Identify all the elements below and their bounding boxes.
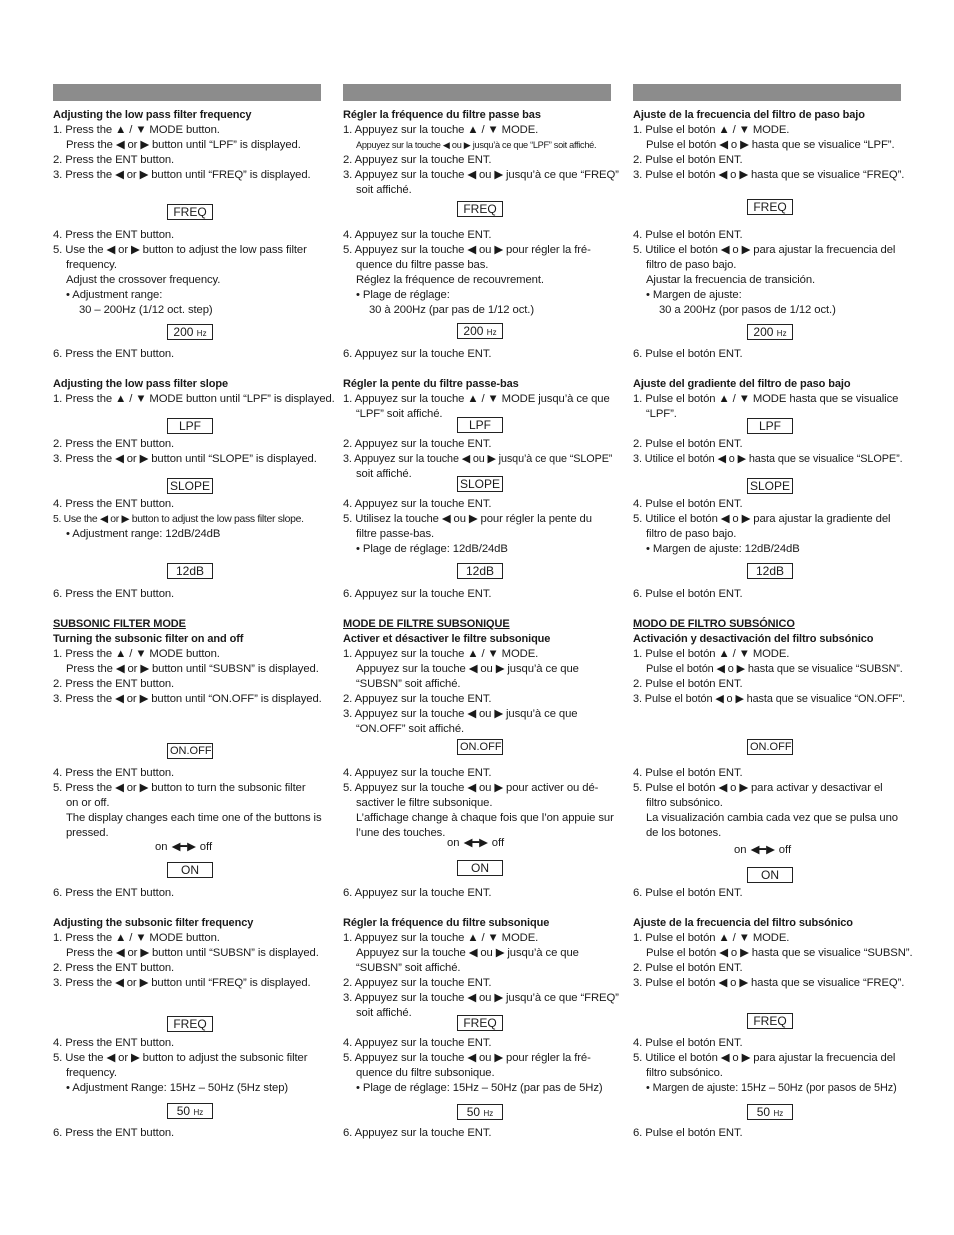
step: 1. Press the ▲ / ▼ MODE button. bbox=[53, 124, 220, 136]
display-box: ON bbox=[457, 860, 503, 876]
english-content bbox=[53, 0, 335, 1235]
step: 1. Pulse el botón ▲ / ▼ MODE. bbox=[633, 124, 790, 136]
step: 4. Appuyez sur la touche ENT. bbox=[343, 1037, 492, 1049]
step: 5. Utilice el botón ◀ o ▶ para ajustar la gradiente del bbox=[633, 513, 891, 525]
step: 3. Appuyez sur la touche ◀ ou ▶ jusqu’à ce que “FREQ” bbox=[343, 169, 619, 181]
step: 6. Press the ENT button. bbox=[53, 588, 175, 600]
step: 6. Appuyez sur la touche ENT. bbox=[343, 1127, 492, 1139]
step-continuation: quence du filtre passe bas. bbox=[356, 259, 489, 271]
display-box bbox=[167, 1103, 213, 1119]
off-label: off bbox=[199, 841, 213, 853]
section-subtitle: Turning the subsonic filter on and off bbox=[53, 633, 244, 645]
spanish-content bbox=[633, 0, 913, 1235]
unit-label: Hz bbox=[196, 329, 207, 338]
double-arrow-icon: ◀━▶ bbox=[463, 837, 488, 849]
step: 5. Press the ◀ or ▶ button to turn the subsonic filter bbox=[53, 782, 306, 794]
step: 2. Pulse el botón ENT. bbox=[633, 438, 743, 450]
step: 3. Pulse el botón ◀ o ▶ hasta que se visualice “FREQ”. bbox=[633, 977, 905, 989]
bullet: • Plage de réglage: 12dB/24dB bbox=[356, 543, 508, 555]
step: 5. Use the ◀ or ▶ button to adjust the low pass filter slope. bbox=[53, 514, 304, 525]
step: 3. Press the ◀ or ▶ button until “SLOPE” is displayed. bbox=[53, 453, 317, 465]
step: 1. Press the ▲ / ▼ MODE button. bbox=[53, 648, 220, 660]
step: 5. Use the ◀ or ▶ button to adjust the low pass filter bbox=[53, 244, 307, 256]
step-continuation: filtre passe-bas. bbox=[356, 528, 435, 540]
double-arrow-icon: ◀━▶ bbox=[750, 844, 775, 856]
step: 1. Appuyez sur la touche ▲ / ▼ MODE. bbox=[343, 648, 539, 660]
off-label: off bbox=[778, 844, 792, 856]
step: 1. Press the ▲ / ▼ MODE button until “LPF” is displayed. bbox=[53, 393, 335, 405]
step: 4. Press the ENT button. bbox=[53, 1037, 175, 1049]
display-value: 50 bbox=[756, 1105, 771, 1119]
display-box bbox=[167, 324, 213, 340]
step-continuation: sactiver le filtre subsonique. bbox=[356, 797, 493, 809]
on-off-indicator bbox=[447, 836, 504, 850]
off-label: off bbox=[491, 837, 505, 849]
display-box: ON.OFF bbox=[747, 739, 793, 755]
display-box: FREQ bbox=[457, 201, 503, 217]
step: 3. Press the ◀ or ▶ button until “FREQ” is displayed. bbox=[53, 169, 311, 181]
bullet: • Margen de ajuste: bbox=[646, 289, 742, 301]
display-box: FREQ bbox=[747, 199, 793, 215]
step: 1. Pulse el botón ▲ / ▼ MODE. bbox=[633, 648, 790, 660]
step: 2. Press the ENT button. bbox=[53, 678, 175, 690]
step-continuation: Pulse el botón ◀ o ▶ hasta que se visualice “SUBSN”. bbox=[646, 947, 913, 959]
on-off-indicator bbox=[734, 843, 791, 857]
section-title: Régler la fréquence du filtre passe bas bbox=[343, 109, 541, 121]
double-arrow-icon: ◀━▶ bbox=[171, 841, 196, 853]
step: 4. Appuyez sur la touche ENT. bbox=[343, 498, 492, 510]
display-box bbox=[457, 323, 503, 339]
display-box: LPF bbox=[457, 417, 503, 433]
step: 1. Appuyez sur la touche ▲ / ▼ MODE. bbox=[343, 124, 539, 136]
step: 3. Press the ◀ or ▶ button until “FREQ” is displayed. bbox=[53, 977, 311, 989]
step-continuation: “LPF” soit affiché. bbox=[356, 408, 443, 420]
step-continuation: Pulse el botón ◀ o ▶ hasta que se visualice “LPF”. bbox=[646, 139, 895, 151]
step: 4. Pulse el botón ENT. bbox=[633, 229, 743, 241]
french-content bbox=[343, 0, 619, 1235]
step-continuation: soit affiché. bbox=[356, 184, 412, 196]
step-continuation: Appuyez sur la touche ◀ ou ▶ jusqu’à ce que bbox=[356, 663, 579, 675]
step: 6. Press the ENT button. bbox=[53, 348, 175, 360]
step: 5. Pulse el botón ◀ o ▶ para activar y desactivar el bbox=[633, 782, 883, 794]
display-box: SLOPE bbox=[747, 478, 793, 494]
bullet-continuation: 30 a 200Hz (por pasos de 1/12 oct.) bbox=[659, 304, 836, 316]
step: 5. Utilice el botón ◀ o ▶ para ajustar la frecuencia del bbox=[633, 244, 896, 256]
step-continuation: Press the ◀ or ▶ button until “SUBSN” is displayed. bbox=[66, 663, 319, 675]
step: 4. Press the ENT button. bbox=[53, 767, 175, 779]
step-continuation: Adjust the crossover frequency. bbox=[66, 274, 221, 286]
on-label: on bbox=[734, 844, 747, 856]
step-continuation: filtro subsónico. bbox=[646, 1067, 723, 1079]
display-box: LPF bbox=[167, 418, 213, 434]
display-value: 200 bbox=[173, 325, 194, 339]
section-title: Régler la pente du filtre passe-bas bbox=[343, 378, 519, 390]
step-continuation: soit affiché. bbox=[356, 1007, 412, 1019]
step: 1. Pulse el botón ▲ / ▼ MODE hasta que se visualice bbox=[633, 393, 899, 405]
step-continuation: de los botones. bbox=[646, 827, 722, 839]
step-continuation: on or off. bbox=[66, 797, 110, 809]
bullet-continuation: 30 à 200Hz (par pas de 1/12 oct.) bbox=[369, 304, 535, 316]
step: 3. Appuyez sur la touche ◀ ou ▶ jusqu’à ce que bbox=[343, 708, 578, 720]
section-heading: MODO DE FILTRO SUBSÓNICO bbox=[633, 618, 795, 630]
step: 3. Pulse el botón ◀ o ▶ hasta que se visualice “FREQ”. bbox=[633, 169, 905, 181]
bullet: • Adjustment range: bbox=[66, 289, 163, 301]
section-title: Adjusting the low pass filter frequency bbox=[53, 109, 252, 121]
display-value: 50 bbox=[466, 1105, 481, 1119]
step: 5. Use the ◀ or ▶ button to adjust the subsonic filter bbox=[53, 1052, 308, 1064]
display-box: FREQ bbox=[167, 204, 213, 220]
section-subtitle: Activer et désactiver le filtre subsonique bbox=[343, 633, 551, 645]
step: 6. Press the ENT button. bbox=[53, 1127, 175, 1139]
step: 3. Press the ◀ or ▶ button until “ON.OFF” is displayed. bbox=[53, 693, 322, 705]
step-continuation: Ajustar la frecuencia de transición. bbox=[646, 274, 816, 286]
step: 3. Appuyez sur la touche ◀ ou ▶ jusqu’à ce que “FREQ” bbox=[343, 992, 619, 1004]
on-label: on bbox=[155, 841, 168, 853]
step-continuation: The display changes each time one of the buttons is bbox=[66, 812, 322, 824]
step-continuation: “LPF”. bbox=[646, 408, 677, 420]
on-label: on bbox=[447, 837, 460, 849]
step-continuation: filtro de paso bajo. bbox=[646, 259, 737, 271]
section-title: Adjusting the low pass filter slope bbox=[53, 378, 228, 390]
step: 2. Press the ENT button. bbox=[53, 438, 175, 450]
step-continuation: L’affichage change à chaque fois que l’on appuie sur bbox=[356, 812, 614, 824]
unit-label: Hz bbox=[776, 329, 787, 338]
step: 4. Pulse el botón ENT. bbox=[633, 498, 743, 510]
display-box: SLOPE bbox=[457, 476, 503, 492]
step: 4. Pulse el botón ENT. bbox=[633, 1037, 743, 1049]
step: 2. Pulse el botón ENT. bbox=[633, 962, 743, 974]
step: 2. Appuyez sur la touche ENT. bbox=[343, 438, 492, 450]
step: 2. Press the ENT button. bbox=[53, 962, 175, 974]
step: 5. Appuyez sur la touche ◀ ou ▶ pour activer ou dé- bbox=[343, 782, 599, 794]
step: 5. Utilice el botón ◀ o ▶ para ajustar la frecuencia del bbox=[633, 1052, 896, 1064]
display-box: LPF bbox=[747, 418, 793, 434]
step: 1. Appuyez sur la touche ▲ / ▼ MODE jusqu’à ce que bbox=[343, 393, 610, 405]
step: 6. Appuyez sur la touche ENT. bbox=[343, 348, 492, 360]
display-box: FREQ bbox=[167, 1016, 213, 1032]
section-title: Adjusting the subsonic filter frequency bbox=[53, 917, 254, 929]
step-continuation: l’une des touches. bbox=[356, 827, 446, 839]
step: 1. Press the ▲ / ▼ MODE button. bbox=[53, 932, 220, 944]
step: 2. Pulse el botón ENT. bbox=[633, 154, 743, 166]
bullet-continuation: 30 – 200Hz (1/12 oct. step) bbox=[79, 304, 213, 316]
section-heading: SUBSONIC FILTER MODE bbox=[53, 618, 186, 630]
step: 4. Pulse el botón ENT. bbox=[633, 767, 743, 779]
step: 6. Press the ENT button. bbox=[53, 887, 175, 899]
display-box: ON bbox=[747, 867, 793, 883]
step-continuation: “SUBSN” soit affiché. bbox=[356, 962, 461, 974]
step: 6. Pulse el botón ENT. bbox=[633, 887, 743, 899]
step: 4. Press the ENT button. bbox=[53, 229, 175, 241]
step-continuation: Appuyez sur la touche ◀ ou ▶ jusqu’à ce que “LPF” soit affiché. bbox=[356, 140, 597, 150]
bullet: • Plage de réglage: bbox=[356, 289, 450, 301]
step: 4. Appuyez sur la touche ENT. bbox=[343, 767, 492, 779]
step-continuation: Pulse el botón ◀ o ▶ hasta que se visualice “SUBSN”. bbox=[646, 663, 903, 675]
step: 4. Press the ENT button. bbox=[53, 498, 175, 510]
step-continuation: soit affiché. bbox=[356, 468, 412, 480]
display-value: 200 bbox=[463, 324, 484, 338]
display-box bbox=[747, 1104, 793, 1120]
step: 6. Pulse el botón ENT. bbox=[633, 588, 743, 600]
step-continuation: frequency. bbox=[66, 1067, 117, 1079]
display-box: FREQ bbox=[457, 1015, 503, 1031]
step: 3. Appuyez sur la touche ◀ ou ▶ jusqu’à ce que “SLOPE” bbox=[343, 453, 613, 465]
section-title: Régler la fréquence du filtre subsonique bbox=[343, 917, 550, 929]
unit-label: Hz bbox=[773, 1109, 784, 1118]
display-box: ON bbox=[167, 862, 213, 878]
step: 6. Appuyez sur la touche ENT. bbox=[343, 588, 492, 600]
step-continuation: filtro subsónico. bbox=[646, 797, 723, 809]
section-title: Ajuste de la frecuencia del filtro subsónico bbox=[633, 917, 853, 929]
step: 2. Appuyez sur la touche ENT. bbox=[343, 154, 492, 166]
step: 2. Appuyez sur la touche ENT. bbox=[343, 693, 492, 705]
display-box: 12dB bbox=[747, 563, 793, 579]
bullet: • Adjustment range: 12dB/24dB bbox=[66, 528, 221, 540]
display-box: FREQ bbox=[747, 1013, 793, 1029]
step-continuation: “ON.OFF” soit affiché. bbox=[356, 723, 465, 735]
step: 5. Appuyez sur la touche ◀ ou ▶ pour régler la fré- bbox=[343, 244, 591, 256]
section-title: Ajuste del gradiente del filtro de paso bajo bbox=[633, 378, 851, 390]
step: 1. Appuyez sur la touche ▲ / ▼ MODE. bbox=[343, 932, 539, 944]
step-continuation: “SUBSN” soit affiché. bbox=[356, 678, 461, 690]
display-box: SLOPE bbox=[167, 478, 213, 494]
on-off-indicator bbox=[155, 840, 212, 854]
step: 5. Utilisez la touche ◀ ou ▶ pour régler la pente du bbox=[343, 513, 592, 525]
step-continuation: La visualización cambia cada vez que se pulsa uno bbox=[646, 812, 898, 824]
section-heading: MODE DE FILTRE SUBSONIQUE bbox=[343, 618, 510, 630]
step-continuation: Press the ◀ or ▶ button until “SUBSN” is displayed. bbox=[66, 947, 319, 959]
step: 3. Pulse el botón ◀ o ▶ hasta que se visualice “ON.OFF”. bbox=[633, 693, 906, 705]
step: 6. Pulse el botón ENT. bbox=[633, 348, 743, 360]
step-continuation: quence du filtre subsonique. bbox=[356, 1067, 495, 1079]
unit-label: Hz bbox=[193, 1108, 204, 1117]
display-box: ON.OFF bbox=[457, 739, 503, 755]
bullet: • Margen de ajuste: 15Hz – 50Hz (por pasos de 5Hz) bbox=[646, 1082, 897, 1094]
bullet: • Adjustment Range: 15Hz – 50Hz (5Hz step) bbox=[66, 1082, 289, 1094]
section-title: Ajuste de la frecuencia del filtro de paso bajo bbox=[633, 109, 865, 121]
display-box bbox=[747, 324, 793, 340]
bullet: • Plage de réglage: 15Hz – 50Hz (par pas de 5Hz) bbox=[356, 1082, 603, 1094]
step-continuation: Réglez la fréquence de recouvrement. bbox=[356, 274, 544, 286]
step: 5. Appuyez sur la touche ◀ ou ▶ pour régler la fré- bbox=[343, 1052, 591, 1064]
display-box: 12dB bbox=[167, 563, 213, 579]
step: 2. Appuyez sur la touche ENT. bbox=[343, 977, 492, 989]
step-continuation: Appuyez sur la touche ◀ ou ▶ jusqu’à ce que bbox=[356, 947, 579, 959]
unit-label: Hz bbox=[486, 328, 497, 337]
step-continuation: frequency. bbox=[66, 259, 117, 271]
step: 2. Press the ENT button. bbox=[53, 154, 175, 166]
step: 3. Utilice el botón ◀ o ▶ hasta que se visualice “SLOPE”. bbox=[633, 453, 903, 465]
display-value: 50 bbox=[176, 1104, 191, 1118]
step: 6. Pulse el botón ENT. bbox=[633, 1127, 743, 1139]
display-value: 200 bbox=[753, 325, 774, 339]
bullet: • Margen de ajuste: 12dB/24dB bbox=[646, 543, 800, 555]
step-continuation: filtro de paso bajo. bbox=[646, 528, 737, 540]
step: 4. Appuyez sur la touche ENT. bbox=[343, 229, 492, 241]
display-box bbox=[457, 1104, 503, 1120]
section-subtitle: Activación y desactivación del filtro subsónico bbox=[633, 633, 874, 645]
unit-label: Hz bbox=[483, 1109, 494, 1118]
step: 1. Pulse el botón ▲ / ▼ MODE. bbox=[633, 932, 790, 944]
display-box: ON.OFF bbox=[167, 743, 213, 759]
step: 6. Appuyez sur la touche ENT. bbox=[343, 887, 492, 899]
step-continuation: pressed. bbox=[66, 827, 109, 839]
step-continuation: Press the ◀ or ▶ button until “LPF” is displayed. bbox=[66, 139, 301, 151]
step: 2. Pulse el botón ENT. bbox=[633, 678, 743, 690]
display-box: 12dB bbox=[457, 563, 503, 579]
